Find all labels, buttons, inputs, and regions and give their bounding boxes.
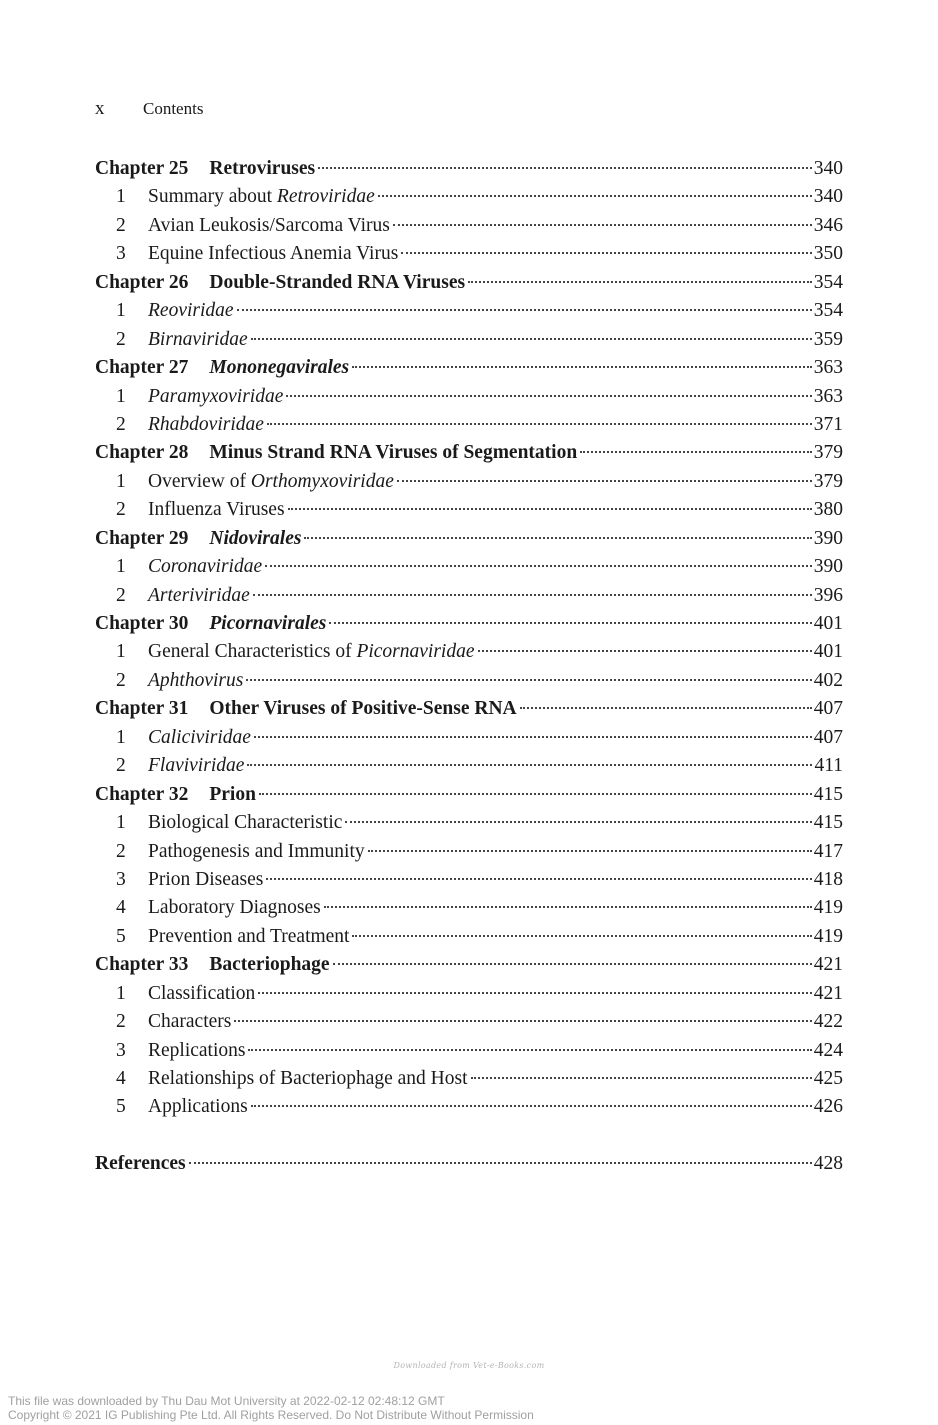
dot-leader <box>345 821 811 823</box>
entry-title <box>95 1150 186 1178</box>
toc-chapter-entry <box>95 525 843 553</box>
page-number-ref: 354 <box>813 300 843 322</box>
entry-title <box>148 809 342 837</box>
toc-chapter-entry <box>95 695 843 723</box>
page-number-ref: 428 <box>813 1152 843 1174</box>
entry-title-part: Biological Characteristic <box>148 812 343 834</box>
section-number: 2 <box>116 840 126 862</box>
entry-title-part: Paramyxoviridae <box>148 385 284 407</box>
entry-title <box>209 269 465 297</box>
section-number: 2 <box>116 755 126 777</box>
entry-title <box>148 838 365 866</box>
page-number-ref: 417 <box>813 840 843 862</box>
dot-leader <box>237 309 812 311</box>
page-number-ref: 419 <box>813 925 843 947</box>
page-number-ref: 407 <box>813 726 843 748</box>
entry-title-part: Double-Stranded RNA Viruses <box>209 271 466 293</box>
entry-title <box>148 183 375 211</box>
entry-title <box>148 894 321 922</box>
entry-title <box>148 383 283 411</box>
entry-title-part: Rhabdoviridae <box>148 413 264 435</box>
section-number: 1 <box>116 385 126 407</box>
toc-chapter-entry <box>95 354 843 382</box>
section-number: 4 <box>116 897 126 919</box>
dot-leader <box>286 395 811 397</box>
dot-leader <box>324 906 812 908</box>
toc-section-entry <box>95 1065 843 1093</box>
dot-leader <box>471 1077 812 1079</box>
page-number-ref: 340 <box>813 158 843 179</box>
section-number: 4 <box>116 1068 126 1089</box>
entry-title <box>148 638 475 666</box>
dot-leader <box>247 764 812 766</box>
section-number: 1 <box>116 812 126 834</box>
dot-leader <box>318 167 812 169</box>
section-number: 1 <box>116 556 126 578</box>
entry-title <box>209 155 315 183</box>
chapter-label: Chapter 31 <box>95 698 189 720</box>
toc-section-entry <box>95 183 843 211</box>
entry-title-part: Mononegavirales <box>209 357 350 379</box>
page-number-ref: 354 <box>813 271 843 293</box>
chapter-label: Chapter 28 <box>95 442 189 464</box>
dot-leader <box>288 508 812 510</box>
entry-title-part: Influenza Viruses <box>148 499 285 521</box>
page-number-ref: 359 <box>813 328 843 350</box>
entry-title-part: Aphthovirus <box>148 669 244 691</box>
toc-section-entry <box>95 866 843 894</box>
section-number: 2 <box>116 328 126 350</box>
dot-leader <box>258 992 812 994</box>
chapter-label: Chapter 25 <box>95 158 189 179</box>
toc-section-entry <box>95 240 843 268</box>
entry-title-part: Prion <box>209 783 256 805</box>
toc-section-entry <box>95 411 843 439</box>
toc-section-entry <box>95 638 843 666</box>
entry-title <box>209 781 256 809</box>
entry-title <box>148 866 263 894</box>
entry-title-part: Retroviridae <box>276 186 375 208</box>
section-number: 1 <box>116 186 126 208</box>
dot-leader <box>251 338 812 340</box>
section-number: 1 <box>116 641 126 663</box>
entry-title-part: Overview of <box>148 470 251 492</box>
entry-title <box>148 1008 231 1036</box>
entry-title <box>209 695 516 723</box>
toc-section-entry <box>95 838 843 866</box>
chapter-label: Chapter 30 <box>95 613 189 634</box>
entry-title-part: Characters <box>148 1011 232 1033</box>
entry-title-part: Pathogenesis and Immunity <box>148 840 365 862</box>
toc-section-entry <box>95 297 843 325</box>
page-number-ref: 396 <box>813 584 843 606</box>
watermark: Downloaded from Vet-e-Books.com <box>393 1361 545 1370</box>
toc-section-entry <box>95 752 843 780</box>
page-number-ref: 363 <box>813 357 843 379</box>
section-number: 2 <box>116 584 126 606</box>
chapter-label: Chapter 26 <box>95 271 189 293</box>
entry-title <box>209 525 301 553</box>
toc-chapter-entry <box>95 155 843 183</box>
entry-title <box>148 752 244 780</box>
entry-title <box>148 468 394 496</box>
page-number-ref: 425 <box>813 1068 843 1089</box>
section-number: 3 <box>116 1039 126 1061</box>
chapter-label: Chapter 33 <box>95 954 189 976</box>
page-number-ref: 401 <box>813 613 843 634</box>
entry-title-part: Nidovirales <box>209 527 302 549</box>
entry-title-part: References <box>95 1152 186 1174</box>
section-number: 2 <box>116 1011 126 1033</box>
download-footer <box>8 1395 534 1422</box>
dot-leader <box>304 537 811 539</box>
entry-title-part: Flaviviridae <box>148 755 245 777</box>
entry-title-part: Retroviruses <box>209 158 316 179</box>
section-number: 2 <box>116 413 126 435</box>
entry-title <box>148 240 398 268</box>
toc-section-entry <box>95 553 843 581</box>
toc-section-entry <box>95 667 843 695</box>
entry-title <box>148 1037 245 1065</box>
entry-title <box>148 212 390 240</box>
dot-leader <box>329 622 811 624</box>
dot-leader <box>251 1105 812 1107</box>
dot-leader <box>401 252 811 254</box>
page-number-ref: 379 <box>813 470 843 492</box>
toc-section-entry <box>95 582 843 610</box>
entry-title <box>209 439 577 467</box>
section-number: 1 <box>116 300 126 322</box>
entry-title <box>148 553 262 581</box>
entry-title-part: Orthomyxoviridae <box>250 470 394 492</box>
dot-leader <box>468 281 812 283</box>
entry-title-part: Bacteriophage <box>209 954 330 976</box>
section-number: 3 <box>116 868 126 890</box>
page-number-ref: 379 <box>813 442 843 464</box>
page-number-ref: 390 <box>813 556 843 578</box>
entry-title <box>148 1093 248 1121</box>
entry-title <box>209 610 326 638</box>
entry-title <box>209 951 329 979</box>
dot-leader <box>520 707 812 709</box>
entry-title-part: Replications <box>148 1039 246 1061</box>
page-number-ref: 402 <box>813 669 843 691</box>
entry-title <box>148 724 251 752</box>
entry-title <box>148 667 243 695</box>
entry-title <box>148 411 264 439</box>
toc-section-entry <box>95 1093 843 1121</box>
page-number-ref: 411 <box>814 755 843 777</box>
entry-title-part: Avian Leukosis/Sarcoma Virus <box>148 214 390 236</box>
toc-section-entry <box>95 1037 843 1065</box>
entry-title <box>209 354 349 382</box>
page-number-ref: 363 <box>813 385 843 407</box>
entry-title-part: Coronaviridae <box>148 556 263 578</box>
toc-references-entry <box>95 1150 843 1178</box>
entry-title <box>148 297 234 325</box>
toc-chapter-entry <box>95 951 843 979</box>
page-number-ref: 380 <box>813 499 843 521</box>
dot-leader <box>266 878 811 880</box>
toc-section-entry <box>95 326 843 354</box>
page-number-ref: 422 <box>813 1011 843 1033</box>
entry-title <box>148 326 248 354</box>
page-number-ref: 418 <box>813 868 843 890</box>
section-number: 1 <box>116 726 126 748</box>
section-number: 5 <box>116 925 126 947</box>
entry-title-part: General Characteristics of <box>148 641 357 663</box>
entry-title-part: Reoviridae <box>148 300 234 322</box>
entry-title-part: Prion Diseases <box>148 868 264 890</box>
entry-title-part: Picornavirales <box>209 613 327 634</box>
entry-title <box>148 496 285 524</box>
toc-section-entry <box>95 894 843 922</box>
dot-leader <box>393 224 812 226</box>
dot-leader <box>253 594 812 596</box>
dot-leader <box>378 195 812 197</box>
entry-title <box>148 980 255 1008</box>
toc-section-entry <box>95 923 843 951</box>
toc-section-entry <box>95 496 843 524</box>
dot-leader <box>352 366 812 368</box>
entry-title <box>148 923 349 951</box>
dot-leader <box>246 679 811 681</box>
section-number: 1 <box>116 470 126 492</box>
page-number-ref: 424 <box>813 1039 843 1061</box>
toc-chapter-entry <box>95 610 843 638</box>
page-number-ref: 350 <box>813 243 843 265</box>
chapter-label: Chapter 27 <box>95 357 189 379</box>
page-number: x <box>95 98 105 119</box>
toc-chapter-entry <box>95 269 843 297</box>
dot-leader <box>267 423 812 425</box>
page-number-ref: 390 <box>813 527 843 549</box>
section-number: 3 <box>116 243 126 265</box>
section-number: 2 <box>116 669 126 691</box>
entry-title-part: Birnaviridae <box>148 328 248 350</box>
toc-section-entry <box>95 212 843 240</box>
entry-title-part: Prevention and Treatment <box>148 925 350 947</box>
section-number: 1 <box>116 982 126 1004</box>
dot-leader <box>248 1049 811 1051</box>
page-number-ref: 401 <box>813 641 843 663</box>
entry-title-part: Summary about <box>148 186 277 208</box>
page-number-ref: 415 <box>813 812 843 834</box>
page-number-ref: 421 <box>813 982 843 1004</box>
dot-leader <box>333 963 812 965</box>
dot-leader <box>234 1020 811 1022</box>
page-number-ref: 407 <box>813 698 843 720</box>
toc-section-entry <box>95 468 843 496</box>
toc-section-entry <box>95 1008 843 1036</box>
toc-section-entry <box>95 383 843 411</box>
page-number-ref: 371 <box>813 413 843 435</box>
page-number-ref: 346 <box>813 214 843 236</box>
section-number: 2 <box>116 499 126 521</box>
entry-title-part: Equine Infectious Anemia Virus <box>148 243 399 265</box>
dot-leader <box>259 793 812 795</box>
entry-title-part: Laboratory Diagnoses <box>148 897 321 919</box>
entry-title <box>148 582 250 610</box>
dot-leader <box>189 1162 812 1164</box>
footer-copyright: Copyright © 2021 IG Publishing Pte Ltd. All Rights Reserved. Do Not Distribute Without Permission <box>8 1407 534 1422</box>
entry-title-part: Arteriviridae <box>148 584 250 606</box>
toc-section-entry <box>95 809 843 837</box>
toc-section-entry <box>95 724 843 752</box>
dot-leader <box>397 480 812 482</box>
page-number-ref: 419 <box>813 897 843 919</box>
chapter-label: Chapter 32 <box>95 783 189 805</box>
dot-leader <box>478 650 812 652</box>
entry-title-part: Minus Strand RNA Viruses of Segmentation <box>209 442 578 464</box>
entry-title <box>148 1065 468 1093</box>
dot-leader <box>368 850 812 852</box>
table-of-contents <box>95 155 843 1178</box>
section-number: 5 <box>116 1096 126 1118</box>
chapter-label: Chapter 29 <box>95 527 189 549</box>
entry-title-part: Applications <box>148 1096 248 1118</box>
dot-leader <box>580 451 812 453</box>
footer-download-notice: This file was downloaded by Thu Dau Mot University at 2022-02-12 02:48:12 GMT <box>8 1394 445 1408</box>
toc-chapter-entry <box>95 439 843 467</box>
running-title: Contents <box>143 99 204 118</box>
dot-leader <box>352 935 811 937</box>
page-number-ref: 415 <box>813 783 843 805</box>
entry-title-part: Other Viruses of Positive-Sense RNA <box>209 698 517 720</box>
section-number: 2 <box>116 214 126 236</box>
page-number-ref: 340 <box>813 186 843 208</box>
entry-title-part: Picornaviridae <box>356 641 475 663</box>
page-number-ref: 421 <box>813 954 843 976</box>
page-number-ref: 426 <box>813 1096 843 1118</box>
toc-section-entry <box>95 980 843 1008</box>
entry-title-part: Classification <box>148 982 256 1004</box>
toc-chapter-entry <box>95 781 843 809</box>
dot-leader <box>265 565 812 567</box>
entry-title-part: Relationships of Bacteriophage and Host <box>148 1068 468 1089</box>
running-header <box>95 98 203 120</box>
dot-leader <box>254 736 812 738</box>
entry-title-part: Caliciviridae <box>148 726 251 748</box>
